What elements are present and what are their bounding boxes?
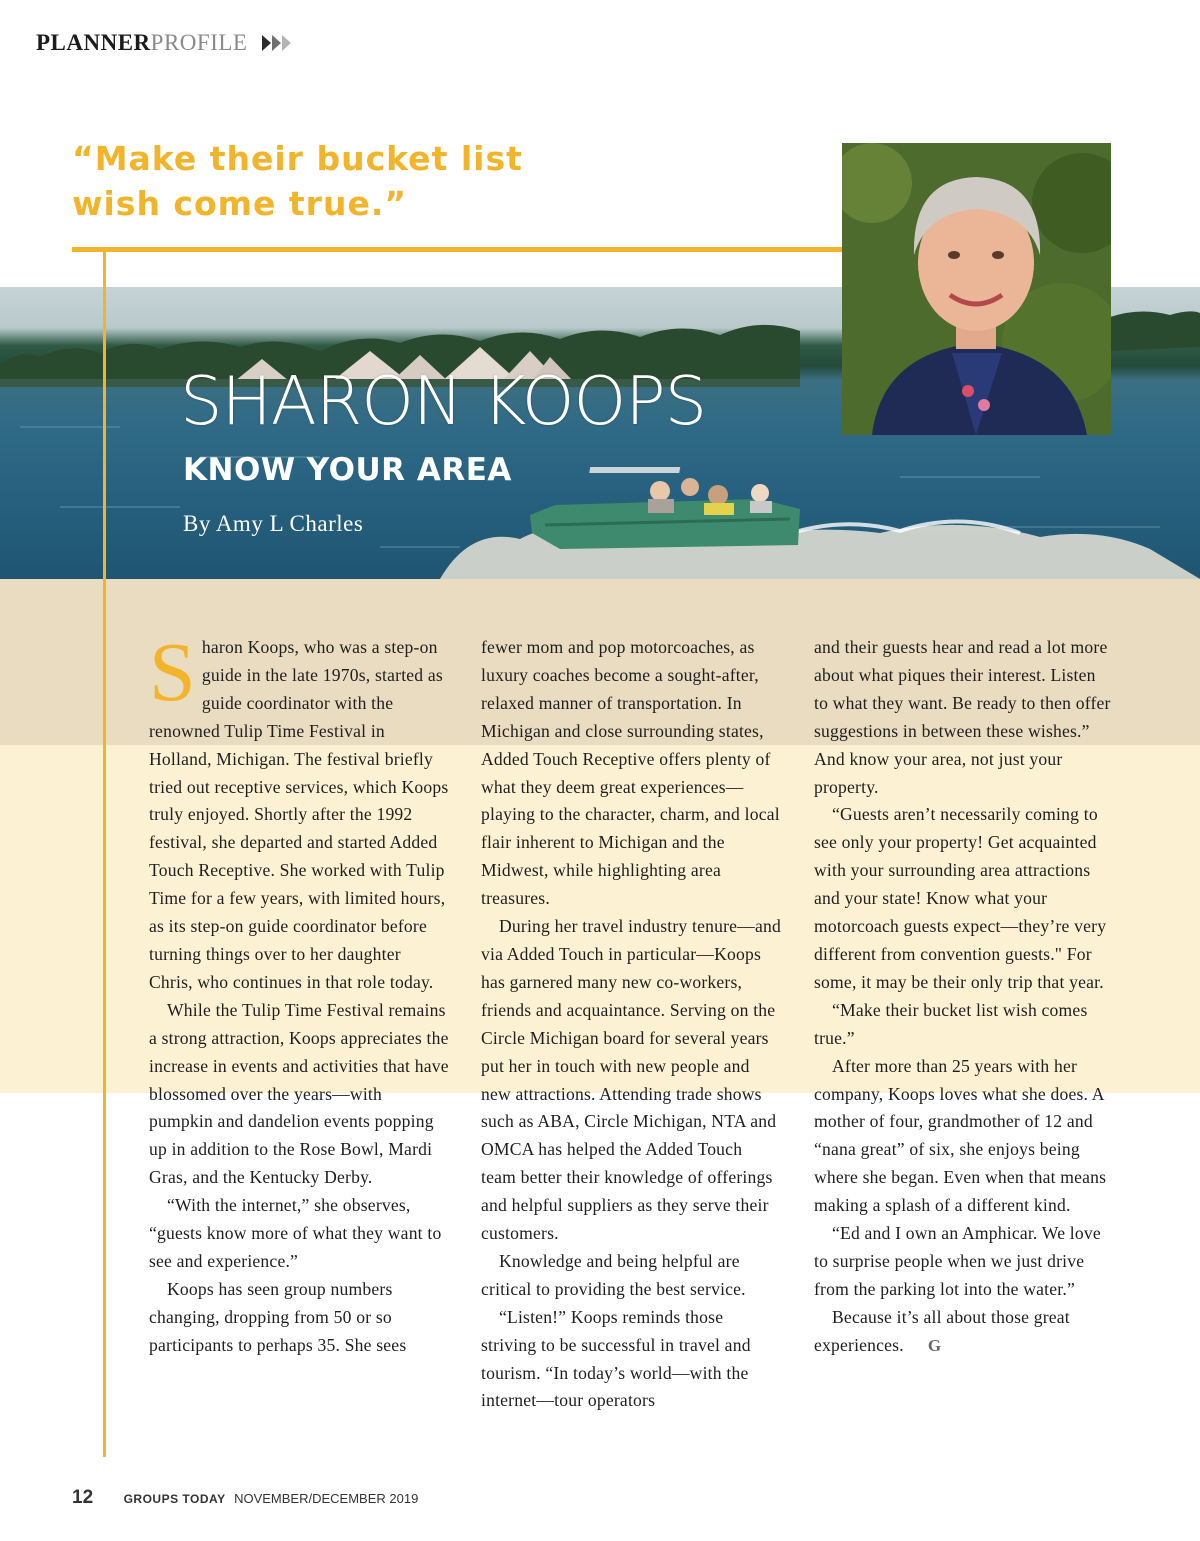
- paragraph: While the Tulip Time Festival remains a strong attraction, Koops appreciates the increase in events and activities that have blossomed over the years—with pumpkin and dandelion events popping up in addition to the Rose Bowl, Mardi Gras, and the Kentucky Derby.: [149, 999, 449, 1188]
- paragraph: “Guests aren’t necessarily coming to see only your property! Get acquainted with your surrounding area attractions and your state! Know what your motorcoach guests expect—they’re very different from convention guests." For some, it may be their only trip that year.: [814, 804, 1107, 992]
- paragraph: After more than 25 years with her company, Koops loves what she does. A mother of four, grandmother of 12 and “nana great” of six, she enjoys being where she began. Even when that means making a splash of a different kind.: [814, 1055, 1107, 1216]
- paragraph-text: Because it’s all about those great experiences.: [814, 1306, 1070, 1355]
- section-tag-bold: PLANNER: [36, 30, 151, 55]
- byline: By Amy L Charles: [183, 511, 364, 536]
- issue-date: NOVEMBER/DECEMBER 2019: [234, 1491, 419, 1506]
- paragraph: “Make their bucket list wish comes true.”: [814, 999, 1088, 1048]
- section-tag-light: PROFILE: [150, 30, 248, 55]
- paragraph: “Ed and I own an Amphicar. We love to surprise people when we just drive from the parking lot into the water.”: [814, 1223, 1101, 1299]
- magazine-name: GROUPS TODAY: [123, 1492, 226, 1506]
- article-column-3: [814, 634, 1114, 1360]
- paragraph: [814, 1304, 1114, 1360]
- page-footer: [72, 1487, 418, 1509]
- pull-quote-line-2: wish come true.”: [72, 184, 408, 223]
- drop-cap: S: [149, 626, 196, 719]
- article-subtitle: KNOW YOUR AREA: [183, 452, 512, 488]
- paragraph: fewer mom and pop motorcoaches, as luxury coaches become a sought-after, relaxed manner of transportation. In Michigan and close surrounding states, Added Touch Receptive offers plenty of what they deem great experiences—playing to the character, charm, and local flair inherent to Michigan and the Midwest, while highlighting area treasures.: [481, 637, 780, 909]
- paragraph: Koops has seen group numbers changing, dropping from 50 or so participants to perhaps 35. She sees: [149, 1278, 407, 1355]
- paragraph-text: haron Koops, who was a step-on guide in the late 1970s, started as guide coordinator with the renowned Tulip Time Festival in Holland, Michigan. The festival briefly tried out receptive services, which Koops truly enjoyed. Shortly after the 1992 festival, she departed and started Added Touch Receptive. She worked with Tulip Time for a few years, with limited hours, as its step-on guide coordinator before turning things over to her daughter Chris, who continues in that role today.: [149, 637, 449, 992]
- gold-rule-vertical: [103, 252, 106, 1457]
- end-mark-icon: G: [927, 1335, 942, 1355]
- section-tag: [36, 30, 294, 58]
- pull-quote-line-1: “Make their bucket list: [72, 139, 523, 178]
- paragraph: Knowledge and being helpful are critical to providing the best service.: [481, 1250, 746, 1299]
- paragraph: and their guests hear and read a lot more about what piques their interest. Listen to what they want. Be ready to then offer suggestions in between these wishes.” And know your area, not just your property.: [814, 637, 1111, 797]
- profile-name: SHARON KOOPS: [180, 362, 707, 440]
- paragraph: “With the internet,” she observes, “guests know more of what they want to see and experience.”: [149, 1195, 442, 1271]
- page-number: 12: [72, 1487, 94, 1508]
- paragraph: “Listen!” Koops reminds those striving to be successful in travel and tourism. “In today’s world—with the internet—tour operators: [481, 1306, 751, 1411]
- pull-quote: [72, 136, 632, 226]
- article-column-1: [149, 626, 449, 1360]
- portrait-photo: [842, 143, 1111, 435]
- article-column-2: [481, 634, 781, 1415]
- paragraph: [149, 626, 449, 997]
- paragraph: During her travel industry tenure—and via Added Touch in particular—Koops has garnered many new co-workers, friends and acquaintance. Serving on the Circle Michigan board for several years put her in touch with new people and new attractions. Attending trade shows such as ABA, Circle Michigan, NTA and OMCA has helped the Added Touch team better their knowledge of offerings and helpful suppliers as they serve their customers.: [481, 916, 781, 1244]
- gold-rule-horizontal: [72, 247, 844, 252]
- triple-arrow-icon: [262, 32, 294, 58]
